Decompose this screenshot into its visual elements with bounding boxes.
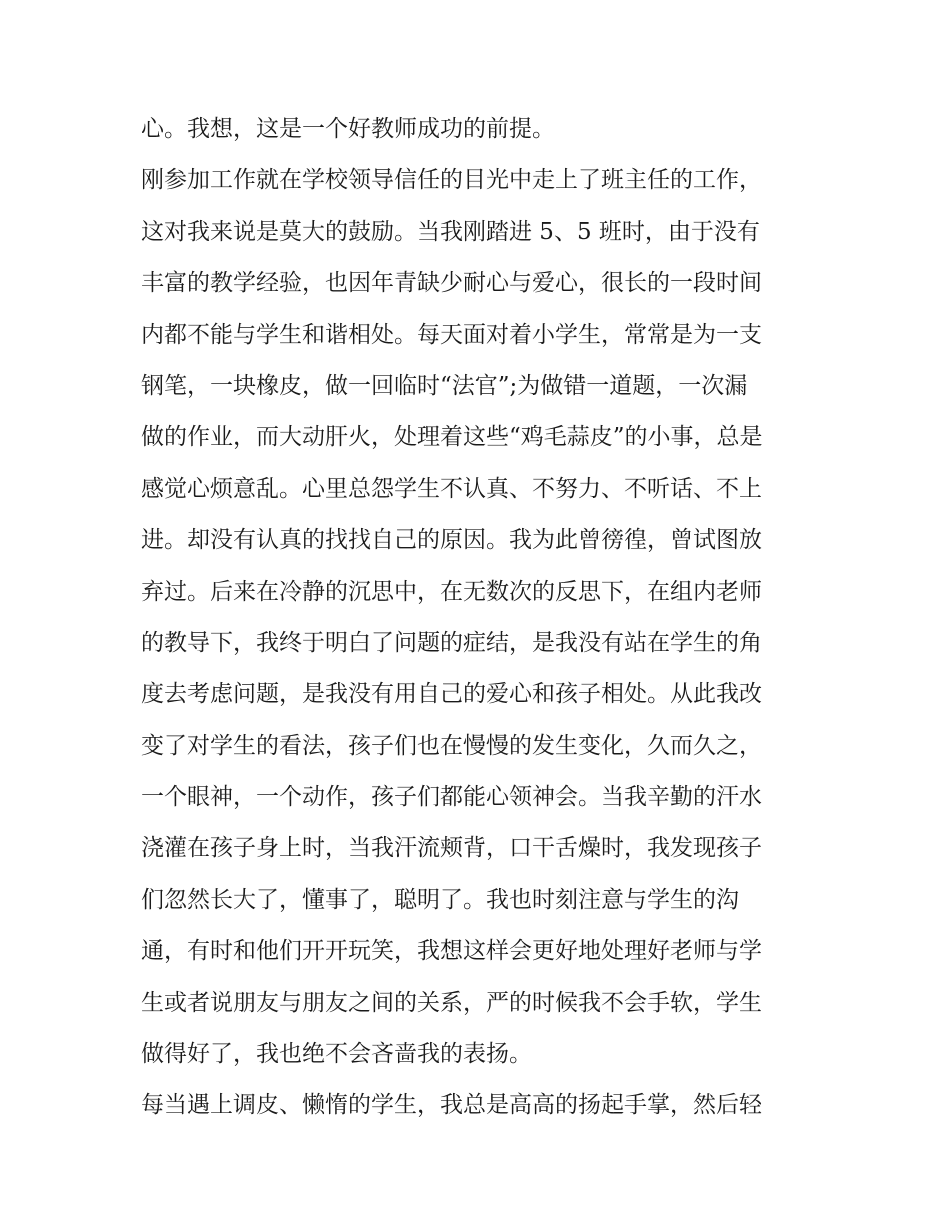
text-line: 丰富的教学经验，也因年青缺少耐心与爱心，很长的一段时间	[141, 270, 762, 297]
text-line: 变了对学生的看法，孩子们也在慢慢的发生变化，久而久之，	[141, 732, 762, 759]
text-line: 的教导下，我终于明白了问题的症结，是我没有站在学生的角	[141, 629, 762, 656]
text-line: 弃过。后来在冷静的沉思中，在无数次的反思下，在组内老师	[141, 578, 762, 605]
text-line: 做的作业，而大动肝火，处理着这些“鸡毛蒜皮”的小事，总是	[141, 424, 763, 451]
text-line: 这对我来说是莫大的鼓励。当我刚踏进 5、5 班时，由于没有	[141, 218, 760, 245]
text-line: 生或者说朋友与朋友之间的关系，严的时候我不会手软，学生	[141, 989, 762, 1016]
text-line: 浇灌在孩子身上时，当我汗流颊背，口干舌燥时，我发现孩子	[141, 835, 762, 862]
text-line: 做得好了，我也绝不会吝啬我的表扬。	[141, 1041, 532, 1068]
text-line: 一个眼神，一个动作，孩子们都能心领神会。当我辛勤的汗水	[141, 784, 762, 811]
body-text	[141, 109, 821, 1137]
text-line: 进。却没有认真的找找自己的原因。我为此曾徬徨，曾试图放	[141, 527, 762, 554]
text-line: 钢笔，一块橡皮，做一回临时“法官”;为做错一道题，一次漏	[141, 372, 748, 399]
text-line: 刚参加工作就在学校领导信任的目光中走上了班主任的工作，	[141, 167, 762, 194]
text-line: 通，有时和他们开开玩笑，我想这样会更好地处理好老师与学	[141, 938, 762, 965]
text-line: 度去考虑问题，是我没有用自己的爱心和孩子相处。从此我改	[141, 681, 762, 708]
text-line: 心。我想，这是一个好教师成功的前提。	[141, 116, 555, 142]
text-line: 们忽然长大了，懂事了，聪明了。我也时刻注意与学生的沟	[141, 886, 739, 913]
text-line: 感觉心烦意乱。心里总怨学生不认真、不努力、不听话、不上	[141, 475, 762, 502]
text-line: 内都不能与学生和谐相处。每天面对着小学生，常常是为一支	[141, 321, 762, 348]
text-line: 每当遇上调皮、懒惰的学生，我总是高高的扬起手掌，然后轻	[141, 1092, 762, 1119]
